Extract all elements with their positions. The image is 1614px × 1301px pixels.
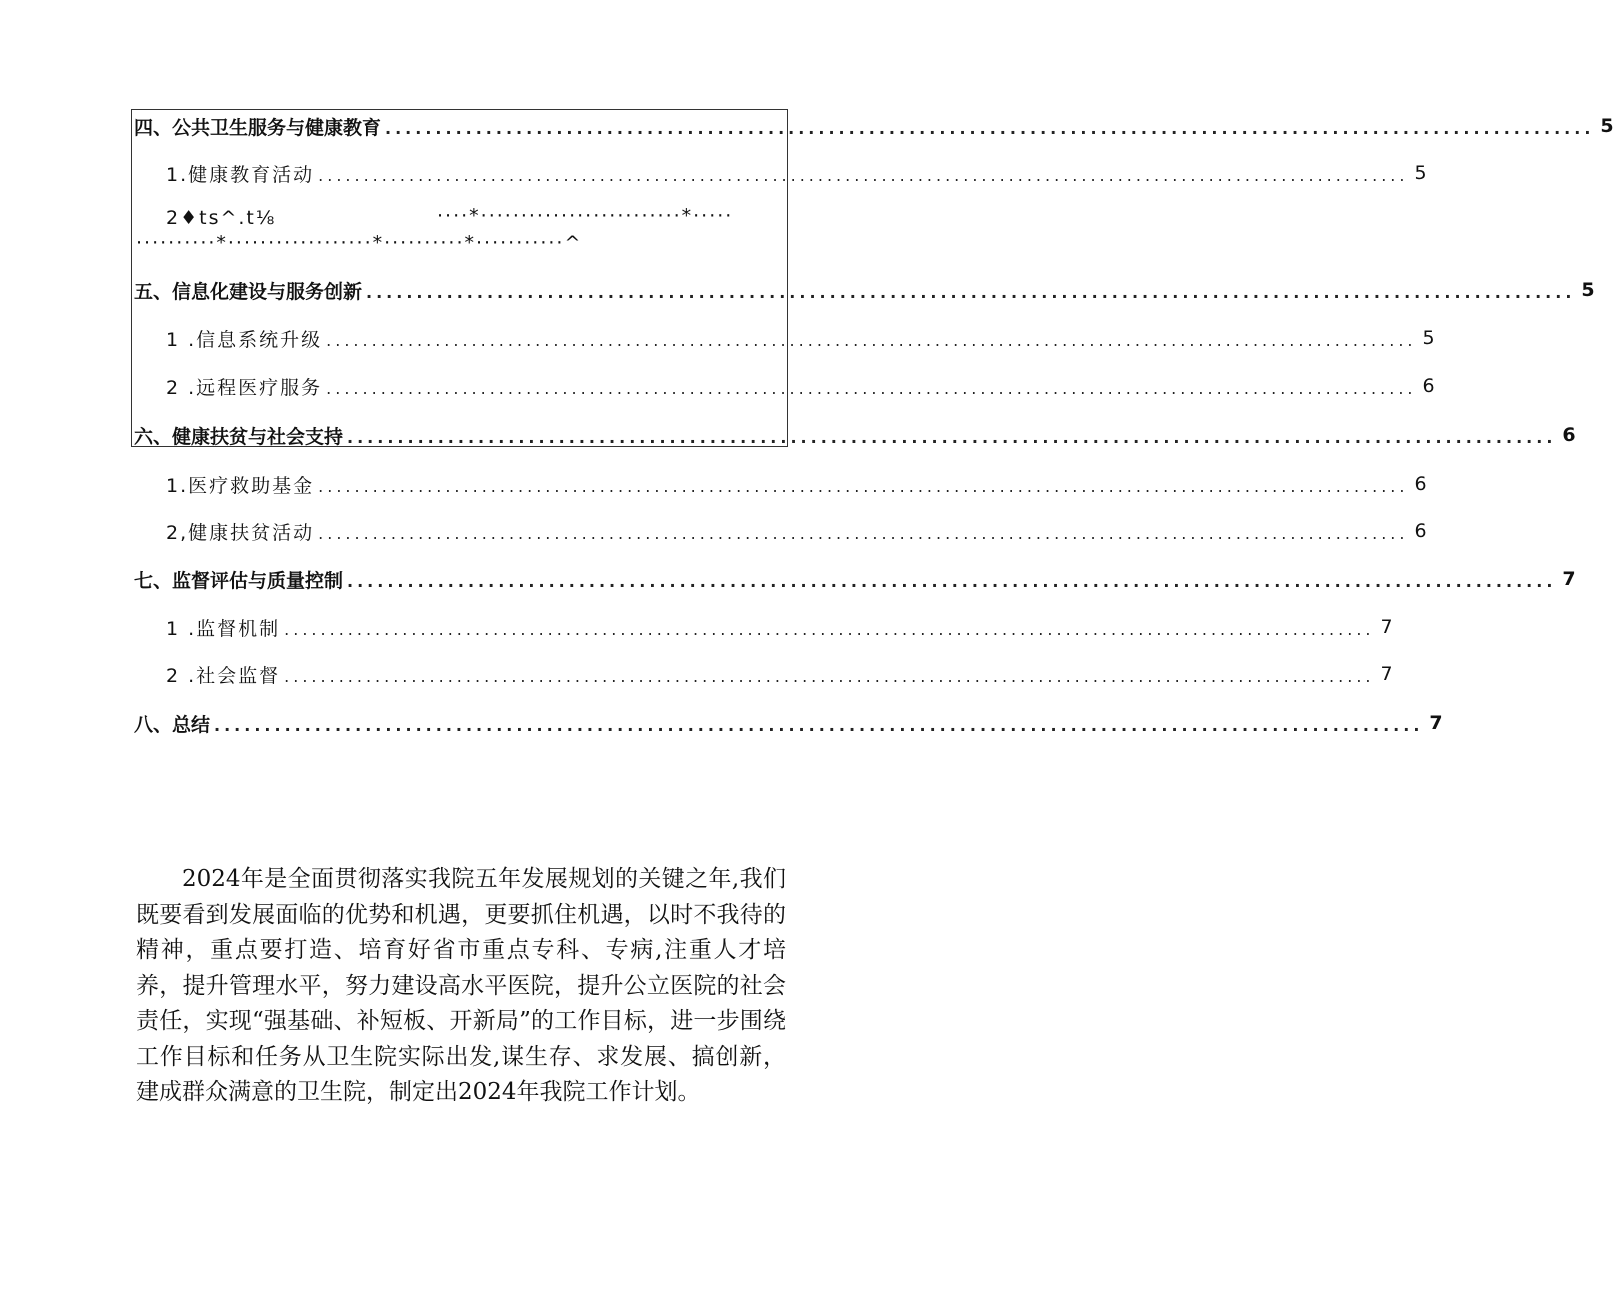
toc-entry-label: 七、监督评估与质量控制: [134, 569, 344, 592]
toc-entry-label: 2♦ts^.t⅛: [166, 207, 277, 229]
toc-page-number: 5: [1422, 327, 1437, 349]
toc-entry-label: 1.健康教育活动: [166, 163, 315, 186]
toc-dot-leader: ........................................................................................................................: [347, 427, 1557, 447]
toc-entry-label: 2 .远程医疗服务: [166, 376, 323, 399]
toc-dot-leader: ........................................................................................................................: [318, 476, 1409, 496]
toc-entry-label: 2,健康扶贫活动: [166, 521, 315, 544]
toc-entry[interactable]: [166, 156, 1429, 190]
toc-dot-leader: ........................................................................................................................: [366, 282, 1576, 302]
toc-entry[interactable]: [134, 273, 1595, 307]
toc-dot-leader: ........................................................................................................................: [326, 378, 1417, 398]
toc-entry[interactable]: [166, 369, 1437, 403]
toc-entry-label: 五、信息化建设与服务创新: [134, 280, 363, 303]
toc-entry[interactable]: [166, 657, 1395, 691]
toc-entry[interactable]: [166, 514, 1429, 548]
toc-entry-label: 1.医疗救助基金: [166, 474, 315, 497]
toc-dot-leader: ........................................................................................................................: [318, 165, 1409, 185]
toc-entry[interactable]: [166, 467, 1429, 501]
toc-entry[interactable]: [166, 201, 280, 235]
toc-page-number: 6: [1414, 473, 1429, 495]
toc-page-number: 6: [1562, 424, 1576, 446]
toc-dot-leader: ........................................................................................................................: [385, 118, 1595, 138]
toc-entry[interactable]: [134, 418, 1576, 452]
toc-entry[interactable]: [166, 321, 1437, 355]
toc-page-number: 7: [1562, 568, 1576, 590]
toc-page-number: 7: [1380, 616, 1395, 638]
toc-entry-label: 1 .信息系统升级: [166, 328, 323, 351]
toc-page-number: 7: [1429, 712, 1443, 734]
toc-entry[interactable]: [134, 706, 1443, 740]
toc-dot-leader: ........................................................................................................................: [347, 571, 1557, 591]
toc-dot-leader: ........................................................................................................................: [214, 715, 1424, 735]
body-text: 2024年是全面贯彻落实我院五年发展规划的关键之年,我们既要看到发展面临的优势和机遇，更要抓住机遇，以时不我待的精神，重点要打造、培育好省市重点专科、专病,注重人才培养，提升管理水平，努力建设高水平医院，提升公立医院的社会责任，实现“强基础、补短板、开新局”的工作目标，进一步围绕工作目标和任务从卫生院实际出发,谋生存、求发展、搞创新，建成群众满意的卫生院，制定出2024年我院工作计划。: [136, 866, 786, 1105]
toc-entry-label: 四、公共卫生服务与健康教育: [134, 116, 382, 139]
toc-page-number: 6: [1422, 375, 1437, 397]
toc-page-number: 5: [1600, 115, 1614, 137]
body-paragraph: [136, 862, 786, 1111]
toc-entry-label: 八、总结: [134, 713, 211, 736]
toc-entry[interactable]: [166, 610, 1395, 644]
toc-page-number: 7: [1380, 663, 1395, 685]
garbled-dots-line2: ··········*··················*··········*···········^: [136, 232, 583, 254]
toc-entry-label: 2 .社会监督: [166, 664, 281, 687]
toc-page-number: 5: [1581, 279, 1595, 301]
toc-page-number: 6: [1414, 520, 1429, 542]
toc-page-number: 5: [1414, 162, 1429, 184]
toc-entry[interactable]: [134, 562, 1576, 596]
toc-dot-leader: ........................................................................................................................: [326, 330, 1417, 350]
toc-dot-leader: ........................................................................................................................: [284, 666, 1375, 686]
toc-dot-leader: ........................................................................................................................: [318, 523, 1409, 543]
garbled-dots-line1: ····*·························*·····: [437, 205, 734, 227]
toc-entry-label: 1 .监督机制: [166, 617, 281, 640]
toc-entry-label: 六、健康扶贫与社会支持: [134, 425, 344, 448]
toc-dot-leader: ........................................................................................................................: [284, 619, 1375, 639]
toc-entry[interactable]: [134, 109, 1614, 143]
